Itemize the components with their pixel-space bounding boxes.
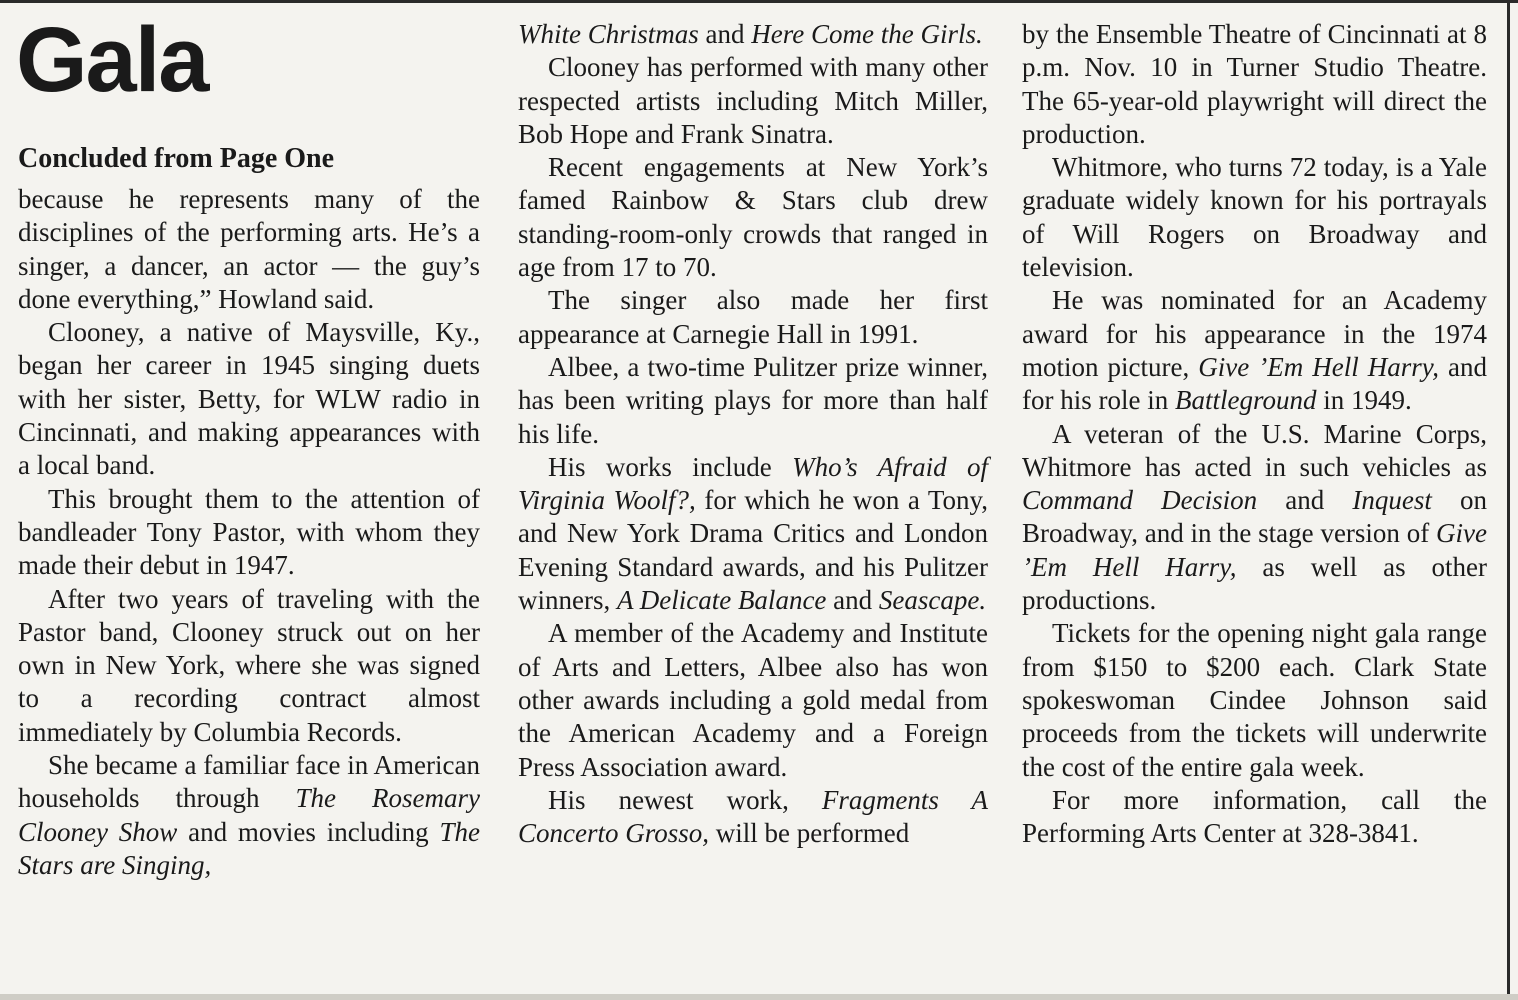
article-paragraph: For more information, call the Performing Arts Center at 328-3841. (1022, 784, 1487, 849)
article-paragraph: Tickets for the opening night gala range from $150 to $200 each. Clark State spokeswoman Cindee Johnson said proceeds from the tickets will underwrite the cost of the entire gala week. (1022, 618, 1487, 782)
article-paragraph: Albee, a two-time Pulitzer prize winner, has been writing plays for more than half his life. (518, 351, 988, 449)
article-paragraph: Clooney, a native of Maysville, Ky., began her career in 1945 singing duets with her sister, Betty, for WLW radio in Cincinnati, and making appearances with a local band. (18, 317, 480, 481)
article-paragraph: His newest work, Fragments A Concerto Grosso, will be performed (518, 784, 988, 849)
subhead: Concluded from Page One (18, 143, 335, 174)
column-3-body (1022, 18, 1487, 850)
article-paragraph: After two years of traveling with the Pastor band, Clooney struck out on her own in New York, where she was signed to a recording contract almost immediately by Columbia Records. (18, 583, 480, 747)
article-paragraph: He was nominated for an Academy award for his appearance in the 1974 motion picture, Give ’Em Hell Harry, and for his role in Battleground in 1949. (1022, 285, 1487, 416)
article-paragraph: The singer also made her first appearance at Carnegie Hall in 1991. (518, 285, 988, 349)
article-paragraph: by the Ensemble Theatre of Cincinnati at 8 p.m. Nov. 10 in Turner Studio Theatre. The 65-year-old playwright will direct the production. (1022, 19, 1487, 149)
article-column-3 (1022, 18, 1487, 850)
column-2-body (518, 18, 988, 850)
article-paragraph: Whitmore, who turns 72 today, is a Yale graduate widely known for his portrayals of Will Rogers on Broadway and television. (1022, 152, 1487, 283)
article-paragraph: White Christmas and Here Come the Girls. (518, 19, 983, 49)
article-paragraph: Recent engagements at New York’s famed Rainbow & Stars club drew standing-room-only crowds that ranged in age from 17 to 70. (518, 152, 988, 283)
bottom-edge (0, 994, 1518, 1000)
article-paragraph: A veteran of the U.S. Marine Corps, Whitmore has acted in such vehicles as Command Decision and Inquest on Broadway, and in the stage version of Give ’Em Hell Harry, as well as other productions. (1022, 418, 1488, 616)
column-1-body (18, 183, 480, 882)
article-paragraph: A member of the Academy and Institute of Arts and Letters, Albee also has won other awards including a gold medal from the American Academy and a Foreign Press Association award. (518, 618, 988, 782)
article-column-1 (18, 0, 480, 882)
article-paragraph: Clooney has performed with many other respected artists including Mitch Miller, Bob Hope and Frank Sinatra. (518, 52, 988, 149)
article-paragraph: His works include Who’s Afraid of Virginia Woolf?, for which he won a Tony, and New York Drama Critics and London Evening Standard awards, and his Pulitzer winners, A Delicate Balance and Seascape. (518, 451, 988, 616)
headline: Gala (16, 9, 208, 111)
article-paragraph: because he represents many of the disciplines of the performing arts. He’s a singer, a dancer, an actor — the guy’s done everything,” Howland said. (18, 184, 480, 314)
article-paragraph: She became a familiar face in American households through The Rosemary Clooney Show and movies including The Stars are Singing, (18, 750, 480, 880)
right-column-rule (1507, 0, 1510, 1000)
article-paragraph: This brought them to the attention of bandleader Tony Pastor, with whom they made their debut in 1947. (18, 483, 480, 581)
article-column-2 (518, 18, 988, 850)
